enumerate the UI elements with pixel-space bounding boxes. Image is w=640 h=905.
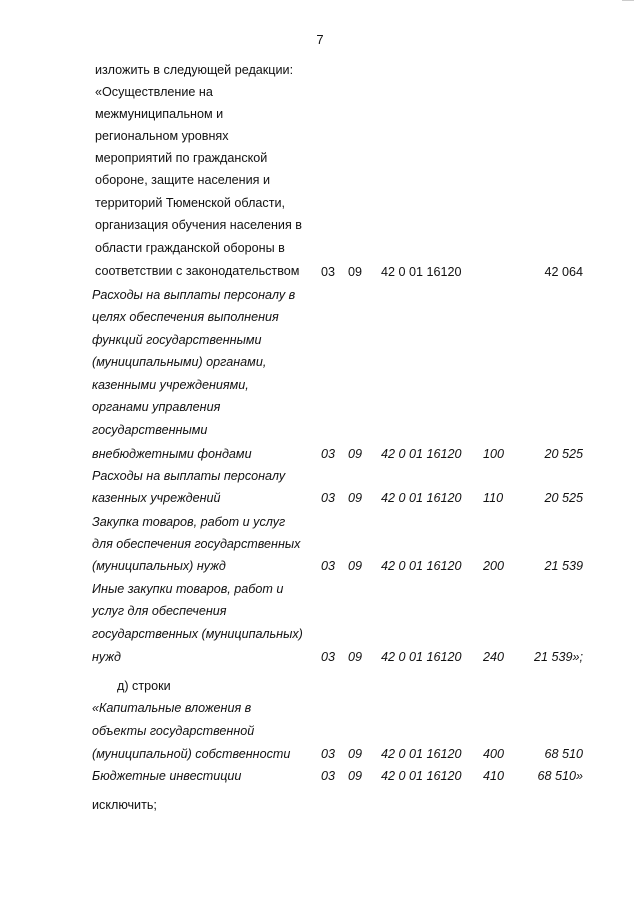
section-code: 03 xyxy=(321,447,336,461)
item-title-line: целях обеспечения выполнения xyxy=(92,310,279,324)
amount-value: 68 510» xyxy=(537,769,583,783)
section-code: 03 xyxy=(321,650,336,664)
target-article-code: 42 0 01 16120 xyxy=(381,650,462,664)
item-title-line: государственными xyxy=(92,423,208,437)
section-code: 03 xyxy=(321,491,336,505)
amount-value: 21 539 xyxy=(544,559,583,573)
page-number: 7 xyxy=(316,32,324,47)
item-title-line: «Осуществление на xyxy=(95,85,213,99)
subitem-heading: д) строки xyxy=(117,679,171,693)
item-title-line: межмуниципальном и xyxy=(95,107,224,121)
item-title-line: для обеспечения государственных xyxy=(92,537,301,551)
item-title-line: функций государственными xyxy=(92,333,262,347)
item-title-line: услуг для обеспечения xyxy=(92,604,227,618)
item-title-line: Закупка товаров, работ и услуг xyxy=(92,515,286,529)
section-code: 03 xyxy=(321,559,336,573)
amount-value: 21 539»; xyxy=(533,650,583,664)
item-title-line: соответствии с законодательством xyxy=(95,264,300,278)
expense-type-code: 410 xyxy=(483,769,505,783)
expense-type-code: 200 xyxy=(483,559,505,573)
item-title-line: мероприятий по гражданской xyxy=(95,151,268,165)
amount-value: 68 510 xyxy=(544,747,583,761)
target-article-code: 42 0 01 16120 xyxy=(381,265,462,279)
target-article-code: 42 0 01 16120 xyxy=(381,447,462,461)
expense-type-code: 240 xyxy=(483,650,505,664)
item-title-line: государственных (муниципальных) xyxy=(92,627,303,641)
item-title-line: органами управления xyxy=(92,400,221,414)
item-title-line: (муниципальной) собственности xyxy=(92,747,291,761)
subsection-code: 09 xyxy=(348,650,363,664)
item-title-line: организация обучения населения в xyxy=(95,218,302,232)
expense-type-code: 400 xyxy=(483,747,505,761)
expense-type-code: 110 xyxy=(483,491,504,505)
target-article-code: 42 0 01 16120 xyxy=(381,491,462,505)
item-title-line: Расходы на выплаты персоналу xyxy=(92,469,286,483)
item-title-line: обороне, защите населения и xyxy=(95,173,271,187)
amount-value: 20 525 xyxy=(544,447,583,461)
item-title-line: нужд xyxy=(92,650,121,664)
subsection-code: 09 xyxy=(348,769,363,783)
item-title-line: Иные закупки товаров, работ и xyxy=(92,582,284,596)
section-code: 03 xyxy=(321,769,336,783)
item-title-line: казенных учреждений xyxy=(92,491,221,505)
item-title-line: объекты государственной xyxy=(92,724,255,738)
subsection-code: 09 xyxy=(348,265,363,279)
section-code: 03 xyxy=(321,747,336,761)
page-corner-mark xyxy=(622,0,634,4)
intro-line: изложить в следующей редакции: xyxy=(95,63,294,77)
subsection-code: 09 xyxy=(348,559,363,573)
target-article-code: 42 0 01 16120 xyxy=(381,747,462,761)
subsection-code: 09 xyxy=(348,447,363,461)
target-article-code: 42 0 01 16120 xyxy=(381,559,462,573)
item-title-line: области гражданской обороны в xyxy=(95,241,285,255)
item-title-line: региональном уровнях xyxy=(95,129,229,143)
item-title-line: территорий Тюменской области, xyxy=(95,196,286,210)
section-code: 03 xyxy=(321,265,336,279)
amount-value: 20 525 xyxy=(544,491,583,505)
target-article-code: 42 0 01 16120 xyxy=(381,769,462,783)
closing-line: исключить; xyxy=(92,798,157,812)
amount-value: 42 064 xyxy=(544,265,583,279)
item-title-line: Расходы на выплаты персоналу в xyxy=(92,288,296,302)
item-title-line: Бюджетные инвестиции xyxy=(92,769,242,783)
subsection-code: 09 xyxy=(348,491,363,505)
item-title-line: внебюджетными фондами xyxy=(92,447,252,461)
subsection-code: 09 xyxy=(348,747,363,761)
item-title-line: (муниципальными) органами, xyxy=(92,355,267,369)
item-title-line: «Капитальные вложения в xyxy=(92,701,252,715)
item-title-line: (муниципальных) нужд xyxy=(92,559,226,573)
expense-type-code: 100 xyxy=(483,447,505,461)
item-title-line: казенными учреждениями, xyxy=(92,378,249,392)
